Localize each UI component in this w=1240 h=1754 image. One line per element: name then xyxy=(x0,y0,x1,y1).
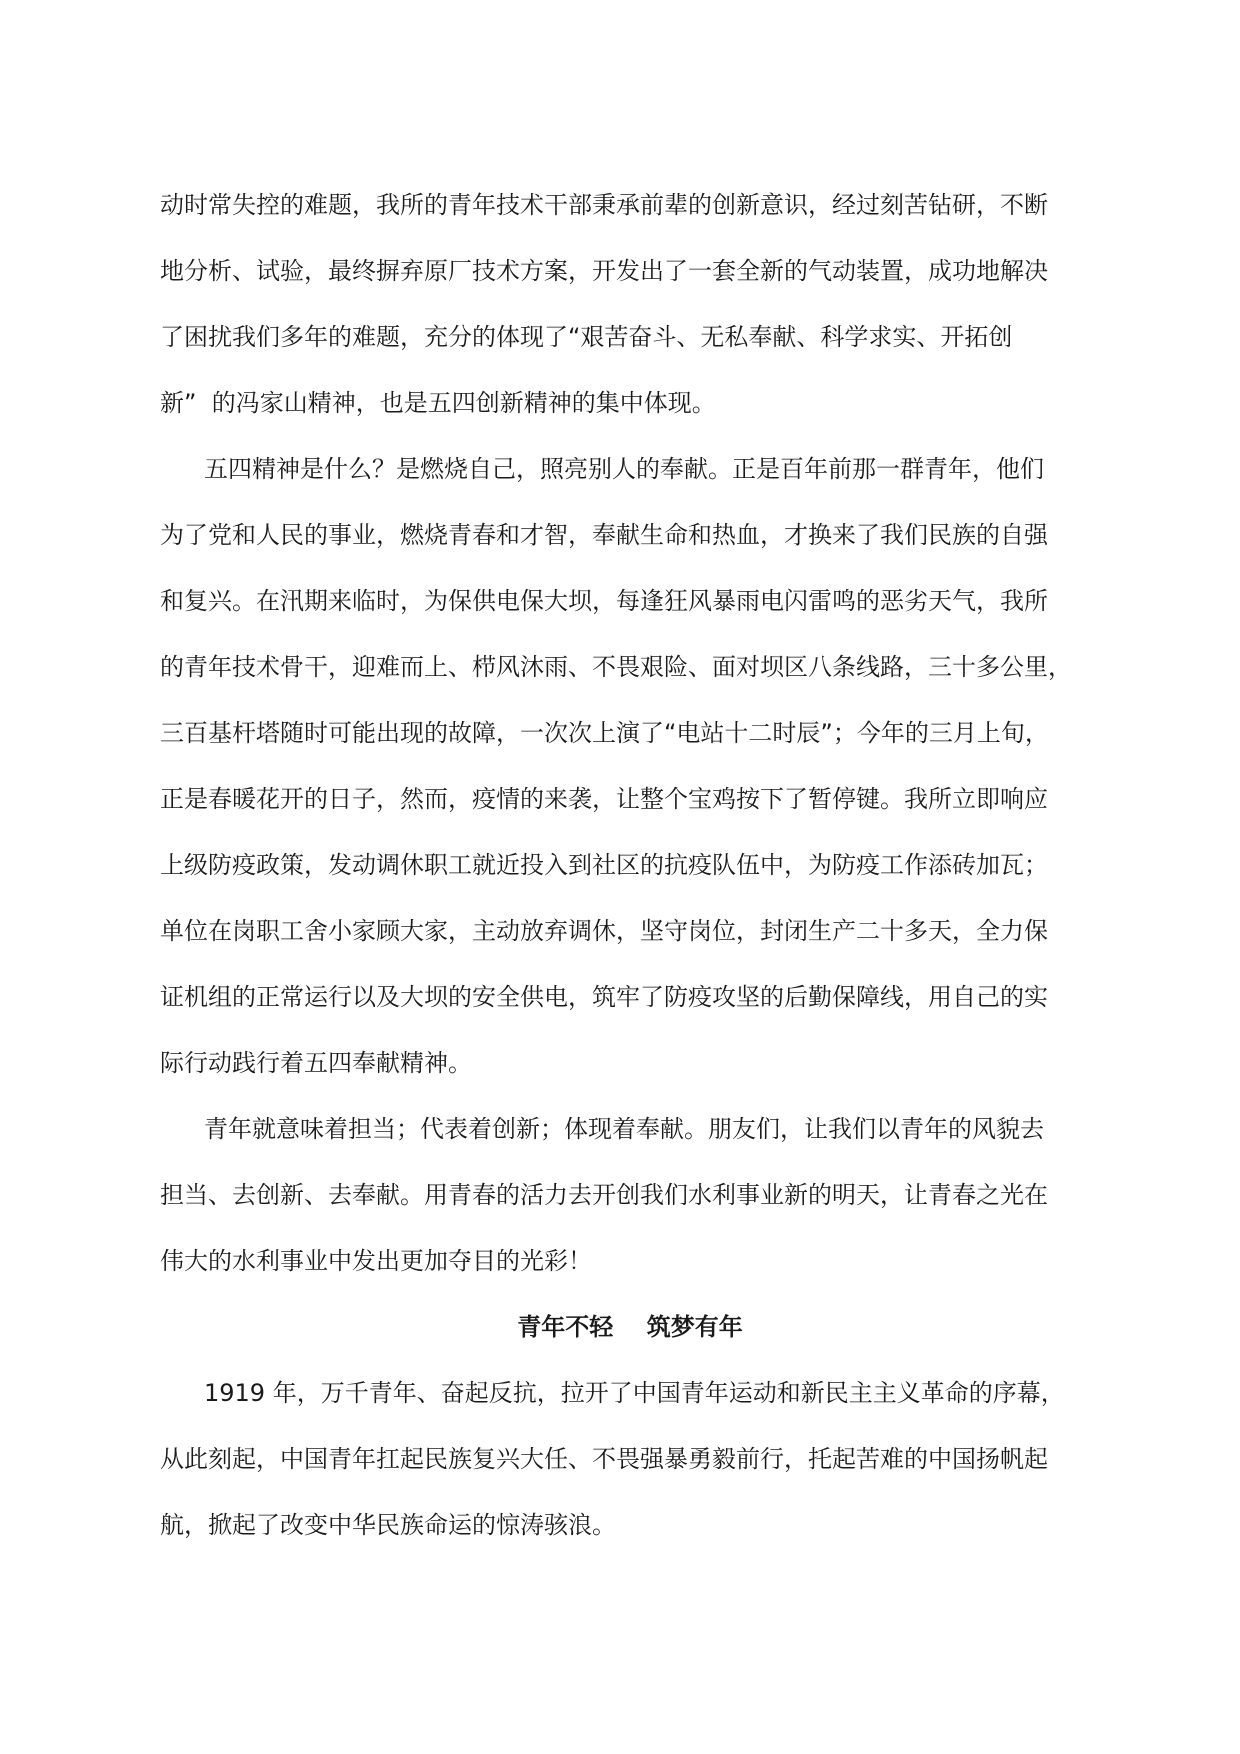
text-line: 动时常失控的难题，我所的青年技术干部秉承前辈的创新意识，经过刻苦钻研，不断 xyxy=(160,191,1048,219)
text-line: 和复兴。在汛期来临时，为保供电保大坝，每逢狂风暴雨电闪雷鸣的恶劣天气，我所 xyxy=(160,587,1048,615)
document-body xyxy=(160,172,1100,1558)
text-line: 证机组的正常运行以及大坝的安全供电，筑牢了防疫攻坚的后勤保障线，用自己的实 xyxy=(160,983,1048,1011)
text-line: 担当、去创新、去奉献。用青春的活力去开创我们水利事业新的明天，让青春之光在 xyxy=(160,1181,1048,1209)
text-line: 三百基杆塔随时可能出现的故障，一次次上演了“电站十二时辰”；今年的三月上旬， xyxy=(160,719,1049,747)
text-line: 新” 的冯家山精神，也是五四创新精神的集中体现。 xyxy=(160,389,716,417)
text-line: 单位在岗职工舍小家顾大家，主动放弃调休，坚守岗位，封闭生产二十多天，全力保 xyxy=(160,917,1048,945)
text-line: 了困扰我们多年的难题，充分的体现了“艰苦奋斗、无私奉献、科学求实、开拓创 xyxy=(160,323,1013,351)
text-line: 航，掀起了改变中华民族命运的惊涛骇浪。 xyxy=(160,1511,616,1539)
paragraph-first-line: 1919 年，万千青年、奋起反抗，拉开了中国青年运动和新民主主义革命的序幕， xyxy=(204,1379,1065,1407)
text-line: 伟大的水利事业中发出更加夺目的光彩！ xyxy=(160,1247,592,1275)
text-line: 际行动践行着五四奉献精神。 xyxy=(160,1049,472,1077)
text-line: 上级防疫政策，发动调休职工就近投入到社区的抗疫队伍中，为防疫工作添砖加瓦； xyxy=(160,851,1048,879)
section-heading: 青年不轻 筑梦有年 xyxy=(517,1313,743,1341)
paragraph-first-line: 五四精神是什么？是燃烧自己，照亮别人的奉献。正是百年前那一群青年，他们 xyxy=(204,455,1044,483)
text-line: 为了党和人民的事业，燃烧青春和才智，奉献生命和热血，才换来了我们民族的自强 xyxy=(160,521,1048,549)
text-line: 的青年技术骨干，迎难而上、栉风沐雨、不畏艰险、面对坝区八条线路，三十多公里， xyxy=(160,653,1072,681)
text-line: 从此刻起，中国青年扛起民族复兴大任、不畏强暴勇毅前行，托起苦难的中国扬帆起 xyxy=(160,1445,1048,1473)
text-line: 地分析、试验，最终摒弃原厂技术方案，开发出了一套全新的气动装置，成功地解决 xyxy=(160,257,1048,285)
paragraph-first-line: 青年就意味着担当；代表着创新；体现着奉献。朋友们，让我们以青年的风貌去 xyxy=(204,1115,1044,1143)
text-line: 正是春暖花开的日子，然而，疫情的来袭，让整个宝鸡按下了暂停键。我所立即响应 xyxy=(160,785,1048,813)
